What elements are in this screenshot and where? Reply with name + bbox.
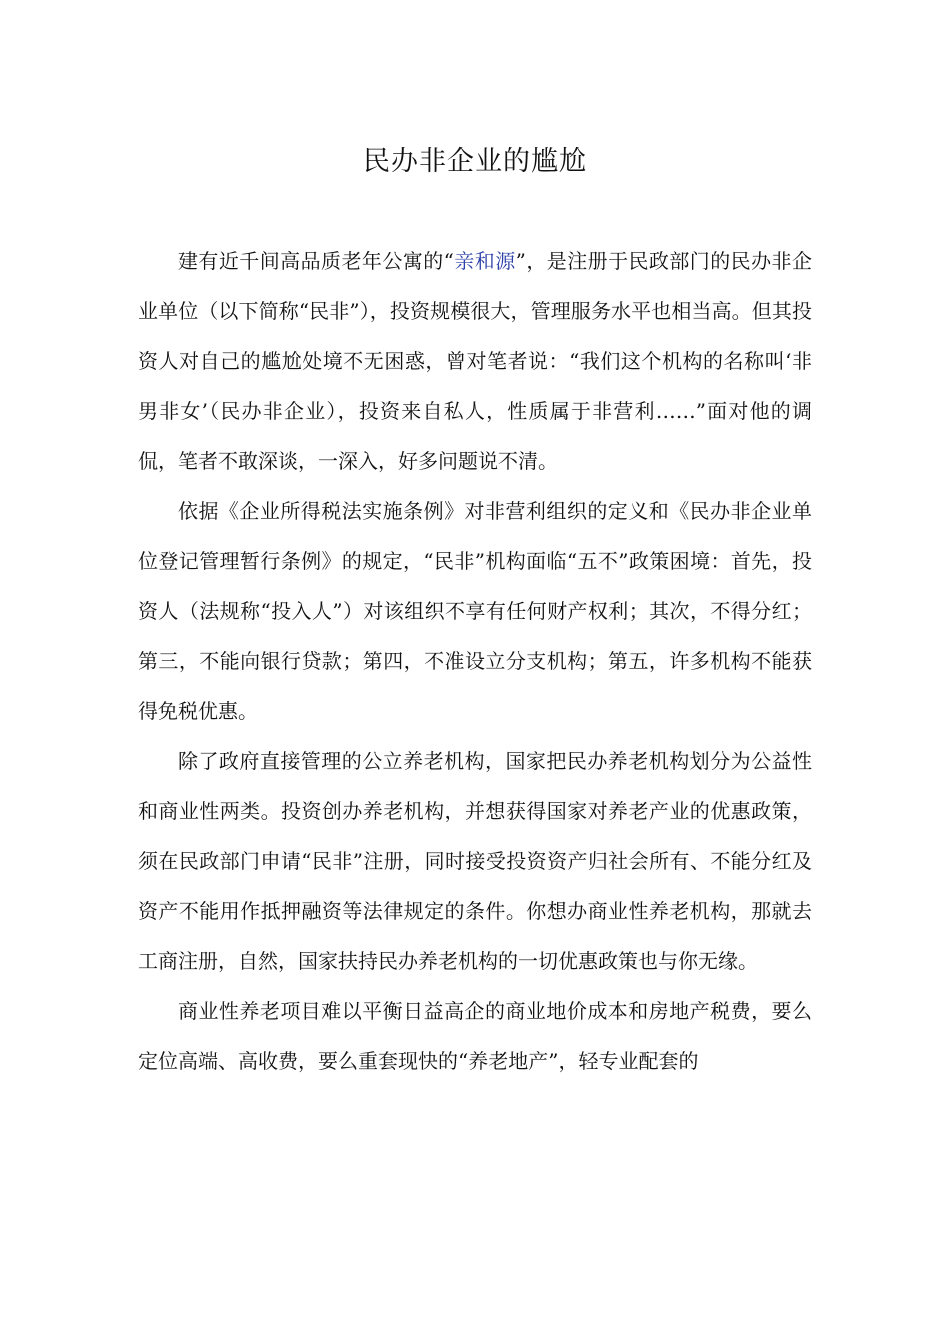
- paragraph-2: 依据《企业所得税法实施条例》对非营利组织的定义和《民办非企业单位登记管理暂行条例》的规定，“民非”机构面临“五不”政策困境：首先，投资人（法规称“投入人”）对该组织不享有任何财产权利；其次，不得分红；第三，不能向银行贷款；第四，不准设立分支机构；第五，许多机构不能获得免税优惠。: [138, 499, 812, 723]
- paragraph-4: 商业性养老项目难以平衡日益高企的商业地价成本和房地产税费，要么定位高端、高收费，要么重套现快的“养老地产”，轻专业配套的: [138, 999, 812, 1073]
- document-body: [138, 236, 812, 1086]
- paragraph-1: [138, 236, 812, 486]
- document-title: 民办非企业的尴尬: [363, 146, 587, 177]
- paragraph-1-lead: 建有近千间高品质老年公寓的“: [178, 249, 454, 273]
- paragraph-3: 除了政府直接管理的公立养老机构，国家把民办养老机构划分为公益性和商业性两类。投资创办养老机构，并想获得国家对养老产业的优惠政策，须在民政部门申请“民非”注册，同时接受投资资产归社会所有、不能分红及资产不能用作抵押融资等法律规定的条件。你想办商业性养老机构，那就去工商注册，自然，国家扶持民办养老机构的一切优惠政策也与你无缘。: [138, 749, 812, 973]
- paragraph-1-rest: ”，是注册于民政部门的民办非企业单位（以下简称“民非”），投资规模很大，管理服务水平也相当高。但其投资人对自己的尴尬处境不无困惑，曾对笔者说：“我们这个机构的名称叫‘非男非女’（民办非企业），投资来自私人，性质属于非营利……”面对他的调侃，笔者不敢深谈，一深入，好多问题说不清。: [138, 249, 812, 473]
- qinheyuan-link[interactable]: 亲和源: [453, 249, 516, 273]
